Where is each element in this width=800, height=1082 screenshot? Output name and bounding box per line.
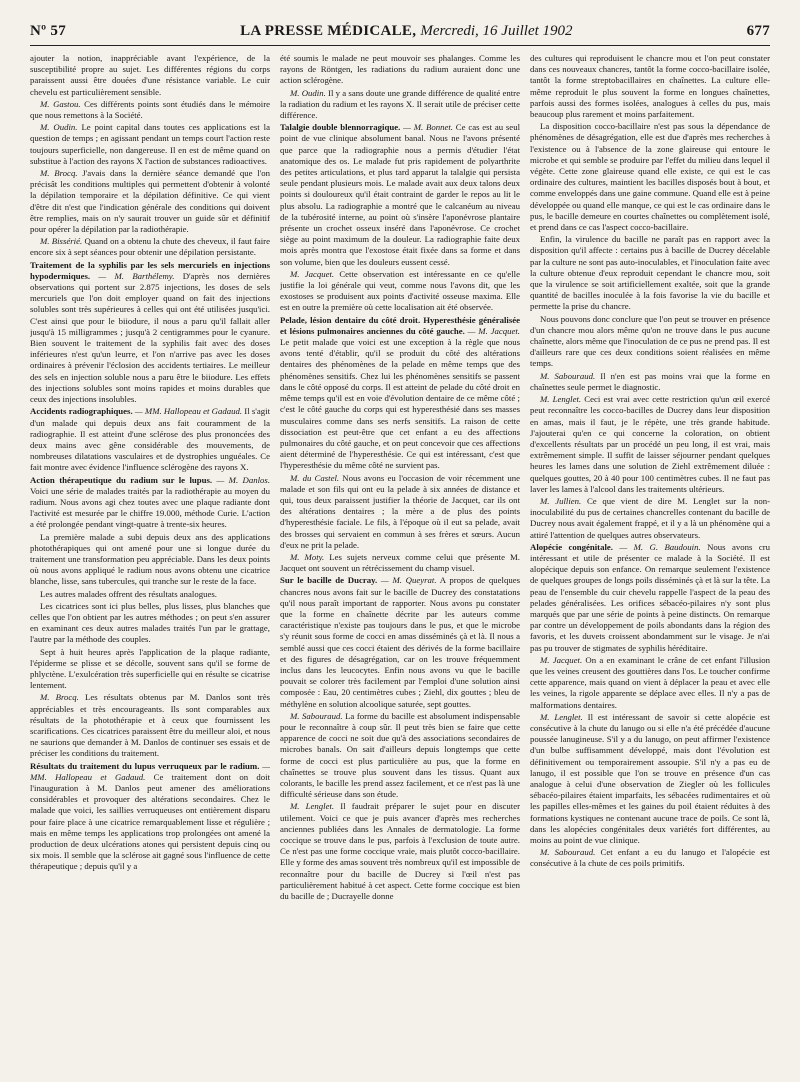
header-rule <box>30 45 770 46</box>
paragraph <box>530 234 770 312</box>
column-2 <box>280 53 520 1082</box>
paragraph <box>530 371 770 393</box>
paragraph <box>530 121 770 233</box>
paragraph-text: Ce traitement dont on doit l'inauguration à M. Danlos peut amener des améliorations considérables et provoquer des altérations secondaires. Chez le malade que voici, les saillies verruqueuses ont entièrement disparu pour faire place à une cicatrice remarquablement lisse et régulière ; mais en même temps les applications trop prolongées ont amené la production de deux ulcérations atones qui persistent depuis cinq ou six mois. Il semble que la sclérose ait gagné sous l'influence de cette thérapeutique ; depuis qu'il y a <box>30 771 270 872</box>
speaker-name: — M. Barthélemy. <box>90 270 175 281</box>
speaker-name: M. Jacquet. <box>540 654 583 665</box>
paragraph <box>530 53 770 120</box>
paragraph <box>280 801 520 902</box>
paragraph-text: La première malade a subi depuis deux ans des applications photothérapiques qui ont amené pour une si longue durée du traitement une transformation peu appréciable. Dans les deux points où nous avons appliqué le radium nous avons obtenu une cicatrice blanche, lisse, sans tubercules, qui tranche sur le reste de la face. <box>30 531 270 587</box>
section-heading: Talalgie double blennorragique. <box>280 122 401 133</box>
paragraph-text: Ces différents points sont étudiés dans le mémoire que nous remettons à la Société. <box>30 98 270 121</box>
paragraph-text: Le point capital dans toutes ces applications est la question de temps ; en agissant pendant un temps court l'action reste toujours superficielle, non dangereuse. Il en est de même quand on substitue à l'action des rayons X l'action de substances radioactives. <box>30 122 270 166</box>
speaker-name: — MM. Hallopeau et Gadaud. <box>30 760 270 782</box>
speaker-name: M. du Castel. <box>290 472 340 483</box>
paragraph-text: Il est intéressant de savoir si cette alopécie est consécutive à la chute du lanugo ou si elle n'a été précédée d'aucune poussée lanugineuse. S'il y a du lanugo, on peut affirmer l'existence d'un bulbe suffisamment développé, mais dont l'évolution est définitivement ou temporairement assoupie. S'il n'y a pas eu de lanugo, il est possible que l'on se trouve en présence d'un cas analogue à celui d'une observation de Ziegler où les follicules sébacéo-pilaires étaient imparfaits, les sébacées rudimentaires et où les papilles elles-mêmes et les gaines du poil étaient réduites à des formations kystiques ne contenant aucune trace de poils. Ce sont là, dans les alopécies congénitales deux variétés fort différentes, au moins au point de vue clinique. <box>530 711 770 846</box>
paragraph-text: Quand on a obtenu la chute des cheveux, il faut faire encore six à sept séances pour obtenir une dépilation persistante. <box>30 236 270 258</box>
paragraph <box>530 394 770 495</box>
paragraph-text: La disposition cocco-bacillaire n'est pas sous la dépendance de phénomènes de désagrégation, elle est due d'après mes recherches à l'existence ou à l'absence de la zone glaireuse qui entoure le microbe et qui semble se produire par l'effet du milieu dans lequel il végète. Cette zone glaireuse quand elle existe, ce qui est le cas ordinaire des cultures, maintient les bacilles disposés bout à bout, et comme enveloppés dans une gaine commune. Quand elle est à peine développée ou quand elle manque, ce qui est le cas ordinaire dans le pus, le bacille demeure en courtes chaînettes ou complètement isolé, et prend dans ce cas l'aspect cocco-bacillaire. <box>530 121 770 233</box>
paragraph-text: Ceci est vrai avec cette restriction qu'un œil exercé peut reconnaître les cocco-bacilles de Ducrey dans leur disposition en amas, mais il faut, je le répète, une très grande habitude. J'ajouterai qu'en ce qui concerne la coloration, on obtient d'excellents résultats par un procédé un peu long, il est vrai, mais extrêmement simple. Il suffit de laisser séjourner pendant quelques heures les lames dans une solution de Ziehl extrêmement diluée : quelques gouttes, 20 à 40 pour 100 centimètres cubes. Il ne faut pas laver les lames à l'alcool dans les traitements ultérieurs. <box>530 394 770 494</box>
section-heading: Alopécie congénitale. <box>530 541 613 552</box>
paragraph <box>530 542 770 654</box>
paragraph-text: Il y a sans doute une grande différence de qualité entre la radiation du radium et les rayons X. Il serait utile de préciser cette différence. <box>280 87 520 121</box>
issue-number: Nº 57 <box>30 22 67 39</box>
paragraph-text: Cet enfant a eu du lanugo et l'alopécie est consécutive à la chute de ces poils primitifs. <box>530 847 770 869</box>
paragraph <box>30 692 270 759</box>
paragraph-text: Il faudrait préparer le sujet pour en discuter utilement. Voici ce que je puis avancer d'après mes recherches anciennes publiées dans les Annales de dermatologie. La forme coccique se trouve dans le pus, parfois à l'exclusion de toute autre. Ce n'est pas une forme coccique vraie, mais plutôt cocco-bacillaire. Elle y forme des amas souvent très nombreux qu'il est impossible de reconnaître pour du bacille de Ducrey si l'œil n'est pas particulièrement habitué à cet aspect. Cette forme coccique est bien du bacille de ; Ducrayelle donne <box>280 801 520 902</box>
paragraph <box>30 99 270 121</box>
paragraph-text: des cultures qui reproduisent le chancre mou et l'on peut constater dans ces nouveaux chancres, tantôt la forme cocco-bacillaire isolée, tantôt la forme streptobacillaires en chaînettes. La culture elle-même reproduit le plus souvent la forme en longues chaînettes, parfois aussi des formes isolées, analogues à celles du pus, mais beaucoup plus rarement et moins parfaitement. <box>530 53 770 120</box>
paragraph <box>530 712 770 846</box>
page-header <box>30 20 770 42</box>
paragraph-text: Ce cas est au seul point de vue clinique absolument banal. Nous ne l'avons présenté que parce que la radiographie nous a permis d'étudier l'état anatomique des os. Le malade fut pris rapidement de polyarthrite des petites articulations, et plus tard apparut la talalgie qui persista seule pendant plusieurs mois. Le malade avait aux deux talons deux points si douloureux qu'il était contraint de garder le repos au lit le plus absolu. La radiographie a montré que le calcanéum au niveau de la tubérosité interne, au point où s'insère l'aponévrose plantaire présente un crochet osseux inséré dans l'aponévrose. Ce crochet siège au point maximum de la douleur. La radiographie faite deux mois après montra que l'exostose était fixée dans sa forme et dans son volume, bien que les douleurs eussent cessé. <box>280 122 520 267</box>
paragraph <box>280 269 520 314</box>
paragraph-text: J'avais dans la dernière séance demandé que l'on précisât les conditions multiples qui permettent d'obtenir à volonté la dépilation temporaire et la dépilation définitive. Ce qui vient d'être dit n'est que l'indication générale des conditions qui doivent être remplies, mais on n'y saurait trouver un guide sûr et définitif pour opérer la dépilation par la radiothérapie. <box>30 168 270 235</box>
paragraph-text: La forme du bacille est absolument indispensable pour le reconnaître à coup sûr. Il peut très bien se faire que cette apparence de cocci ne soit due qu'à des associations secondaires de microbes banals. On sait d'ailleurs depuis longtemps que cette forme de cocci est plus particulière au pus, que la forme en chaînettes se trouve plus souvent dans les tissus. Quant aux colorants, le bacille les prend assez facilement, et ce n'est pas là une difficulté sérieuse dans son étude. <box>280 710 520 800</box>
issue-date: Mercredi, 16 Juillet 1902 <box>420 22 573 39</box>
speaker-name: M. Lenglet. <box>540 394 582 405</box>
section-heading: Accidents radiographiques. <box>30 406 133 417</box>
paragraph <box>280 552 520 574</box>
speaker-name: M. Brocq. <box>40 692 79 703</box>
paragraph-text: ajouter la notion, inappréciable avant l'expérience, de la susceptibilité propre au sujet. Les différentes régions du corps paraissent aussi être douées d'une résistance variable. Le cuir chevelu est particulièrement sensible. <box>30 53 270 97</box>
paragraph <box>30 53 270 98</box>
paragraph <box>280 53 520 87</box>
section-heading: Résultats du traitement du lupus verruqueux par le radium. <box>30 760 260 771</box>
paragraph <box>30 406 270 473</box>
column-3 <box>530 53 770 1082</box>
page-number: 677 <box>746 22 770 39</box>
paragraph-text: Enfin, la virulence du bacille ne paraît pas en rapport avec la disposition qu'il affecte : certains pus à bacille de Ducrey décelable par la culture ne sont pas auto-inoculables, et l'inoculation faite avec la culture obtenue d'eux reproduit cependant le chancre mou, soit que la virulence se soit artificiellement exaltée, soit que la grande quantité de bacilles inoculée à la fois favorise la vie du bacille et permette la prise du chancre. <box>530 234 770 312</box>
paragraph-text: Ce que vient de dire M. Lenglet sur la non-inoculabilité du pus de certaines chancrelles contenant du bacille de Ducrey nous avait également frappé, et il y a là un phénomène qui a attiré l'attention de quelques autres observateurs. <box>530 495 770 540</box>
paragraph <box>280 88 520 122</box>
speaker-name: M. Sabouraud. <box>540 370 596 381</box>
paragraph <box>30 168 270 235</box>
paragraph <box>30 601 270 646</box>
section-heading: Pelade, lésion dentaire du côté droit. Hyperesthésie généralisée et lésions pulmonaires anciennes du côté gauche. <box>280 314 520 336</box>
paragraph <box>30 532 270 588</box>
paragraph-text: été soumis le malade ne peut mouvoir ses phalanges. Comme les rayons de Röntgen, les radiations du radium auraient donc une action sclérogène. <box>280 53 520 86</box>
section-heading: Action thérapeutique du radium sur le lupus. <box>30 474 213 485</box>
paragraph <box>30 761 270 873</box>
speaker-name: M. Bissérié. <box>40 236 83 247</box>
speaker-name: — M. Queyrat. <box>377 575 437 586</box>
paragraph-text: Les autres malades offrent des résultats analogues. <box>40 588 217 599</box>
paragraph <box>280 473 520 551</box>
paragraph <box>530 314 770 370</box>
speaker-name: M. Jullien. <box>540 495 582 506</box>
speaker-name: M. Gastou. <box>40 98 81 109</box>
column-1 <box>30 53 270 1082</box>
journal-title <box>240 23 572 40</box>
speaker-name: — M. Danlos. <box>212 474 270 485</box>
paragraph <box>530 847 770 869</box>
section-heading: Sur le bacille de Ducray. <box>280 575 378 586</box>
speaker-name: M. Jacquet. <box>290 268 335 279</box>
section-heading: Traitement de la syphilis par les sels mercuriels en injections hypodermiques. <box>30 259 270 281</box>
speaker-name: M. Moty. <box>290 551 325 562</box>
paragraph-text: Les sujets nerveux comme celui que présente M. Jacquet ont souvent un rétrécissement du champ visuel. <box>280 551 520 574</box>
paragraph-text: Nous avons cru intéressant et utile de présenter ce malade à la Société. Il est alopécique depuis son enfance. On remarque seulement l'existence de quelques groupes de longs poils disséminés çà et là sur la tête. La peau de l'ensemble du cuir chevelu rappelle l'aspect de la peau des pelades généralisées. Les orifices sébacéo-pilaires n'y sont plus marqués que par une série de points à peine distincts. On remarque par contre un développement de poils abondants dans la région des favoris, et les duvets croissent abondamment sur le visage. Je n'ai pas pu trouver de stigmates de syphilis héréditaire. <box>530 541 770 653</box>
paragraph <box>30 647 270 692</box>
paragraph <box>30 236 270 258</box>
speaker-name: M. Oudin. <box>290 87 326 98</box>
journal-name: LA PRESSE MÉDICALE, <box>240 22 417 39</box>
paragraph-text: Voici une série de malades traités par la radiothérapie au moyen du radium. Nous avons agi chez toutes avec une plaque radiante dont l'activité est mesurée par le chiffre 19.000, méthode Curie. L'action a été prolongée pendant vingt-quatre à trente-six heures. <box>30 485 270 530</box>
paragraph <box>30 122 270 167</box>
paragraph <box>280 575 520 709</box>
paragraph-text: Nous avons eu l'occasion de voir récemment une malade et son fils qui ont eu la pelade à six années de distance et qui, tous deux paraissent justifier la théorie de Jacquet, car ils ont des altérations dentaires ; la mère a de plus des points d'hyperesthésie faciale. Le fils, à l'époque où il eut sa pelade, avait des brosses qui servaient en commun à ses frères et sœurs. Aucun d'eux ne prit la pelade. <box>280 472 520 550</box>
speaker-name: M. Oudin. <box>40 122 78 133</box>
speaker-name: — M. Bonnet. <box>400 122 453 133</box>
paragraph-text: A propos de quelques chancres nous avons fait sur le bacille de Ducrey des constatations qu'il nous paraît important de rapporter. Nous avons pu constater que la forme en chaînette décrite par les auteurs comme caractéristique n'existe pas toujours dans le pus, et que le microbe s'y réunit sous forme de cocci en amas disséminés çà et là. Il nous a semblé aussi que ces cocci étaient des dérivés de la forme bacillaire et des figures de désagrégation, car on les trouve fréquemment inclus dans les leucocytes. Enfin nous avons vu que le bacille pouvait se colorer très facilement par l'emploi d'une solution ainsi composée : Eau, 20 centimètres cubes ; Ziehl, dix gouttes ; bleu de méthylène en solution alcoolique saturée, sept gouttes. <box>280 575 520 709</box>
speaker-name: — M. G. Baudouin. <box>612 541 701 552</box>
paragraph <box>30 260 270 406</box>
paragraph-text: Le petit malade que voici est une exception à la règle que nous avons tenté d'établir, qu'il se produit du côté des altérations dentaires des phénomènes de la pelade en même temps que des phénomènes sensitifs. Chez lui les phénomènes sensitifs se passent dans le côté opposé du corps. Il est atteint de pelade du côté droit en même temps qu'il est en voie d'évolution dentaire de ce même côté ; c'est le côté gauche du corps qui est hyperesthésié dans ses masses musculaires comme dans ses nerfs sensitifs. La raison de cette dissociation est peut-être que cet enfant a eu des affections pulmonaires du côté gauche, et on peut concevoir que ces affections aient déterminé de l'hyperesthésie. Ce qui est intéressant, c'est que l'hyperesthésie du même côté ne survient pas. <box>280 337 520 471</box>
speaker-name: M. Lenglet. <box>540 711 583 722</box>
paragraph <box>30 589 270 600</box>
speaker-name: M. Sabouraud. <box>290 710 343 721</box>
speaker-name: — M. Jacquet. <box>464 325 520 336</box>
speaker-name: — MM. Hallopeau et Gadaud. <box>132 406 243 417</box>
paragraph <box>30 475 270 531</box>
paragraph-text: Les cicatrices sont ici plus belles, plus lisses, plus blanches que celles que l'on obtient par les autres méthodes ; on peut s'en assurer en examinant ces deux autres malades traités l'un par le grattage, l'autre par la méthode des couples. <box>30 600 270 645</box>
paragraph <box>530 496 770 541</box>
paragraph-text: Nous pouvons donc conclure que l'on peut se trouver en présence d'un chancre mou alors même qu'on ne trouve dans le pus aucune chaînette, alors même que l'inoculation de ce pus ne prend pas. Il est d'ailleurs rare que ces deux conditions soient réalisées en même temps. <box>530 313 770 369</box>
article-columns <box>30 53 770 1082</box>
paragraph <box>280 122 520 268</box>
speaker-name: M. Sabouraud. <box>540 847 596 858</box>
paragraph-text: Sept à huit heures après l'application de la plaque radiante, l'épiderme se plisse et se décolle, souvent sans qu'il se forme de phlyctène. L'exulcération très superficielle qui en résulte se cicatrise lentement. <box>30 646 270 691</box>
paragraph <box>280 711 520 801</box>
paragraph-text: Cette observation est intéressante en ce qu'elle justifie la loi générale qui veut, comme nous l'avons dit, que les exostoses se produisent aux points d'activité osseuse maxima. Elle est en outre la première où cette localisation ait été observée. <box>280 268 520 313</box>
paragraph-text: Il s'agit d'un malade qui depuis deux ans fait couramment de la radiographie. Il est atteint d'une sclérose des plus prononcées des deux mains avec gêne considérable des mouvements, de nombreuses dilatations vasculaires et de dystrophies unguéales. Ce fait montre avec évidence l'influence sclérogène des rayons X. <box>30 406 270 473</box>
paragraph-text: On a en examinant le crâne de cet enfant l'illusion que les veines creusent des gouttières dans l'os. Le toucher confirme cette apparence, mais quand on vient à déplacer la peau et avec elle les veines, la rigole apparente se déplace avec elles. Il n'y a pas de malformations dentaires. <box>530 654 770 710</box>
paragraph-text: D'après nos dernières observations qui portent sur 2.875 injections, les doses de sels mercuriels que l'on doit employer quand on fait des injections solubles sont très supérieures à celles qui ont été utilisées jusqu'ici. C'est ainsi que pour le biiodure, il nous a paru qu'il fallait aller jusqu'à 15 milligrammes ; jusqu'à 2 centigrammes pour le cyanure. Bien souvent le traitement de la syphilis fait avec des doses inférieures n'est qu'un leurre, et l'on n'arrive pas avec les doses ordinaires à prévenir l'éclosion des accidents tertiaires. Le meilleur des sels en injection soluble nous a paru être le biiodure. Les effets des injections solubles sont moins rapides et moins durables que ceux des injections insolubles. <box>30 270 270 405</box>
paragraph-text: Il n'en est pas moins vrai que la forme en chaînettes seule permet le diagnostic. <box>530 370 770 392</box>
speaker-name: M. Brocq. <box>40 168 78 179</box>
speaker-name: M. Lenglet. <box>290 801 335 812</box>
paragraph-text: Les résultats obtenus par M. Danlos sont très appréciables et très encourageants. Ils sont comparables aux résultats de la photothérapie et à ceux que fournissent les scarifications. Ces cicatrices paraissent être du meilleur aloi, et nous ne saurions que demander à M. Danlos de continuer ses essais et de préciser les conditions du traitement. <box>30 692 270 759</box>
paragraph <box>530 655 770 711</box>
paragraph <box>280 315 520 472</box>
